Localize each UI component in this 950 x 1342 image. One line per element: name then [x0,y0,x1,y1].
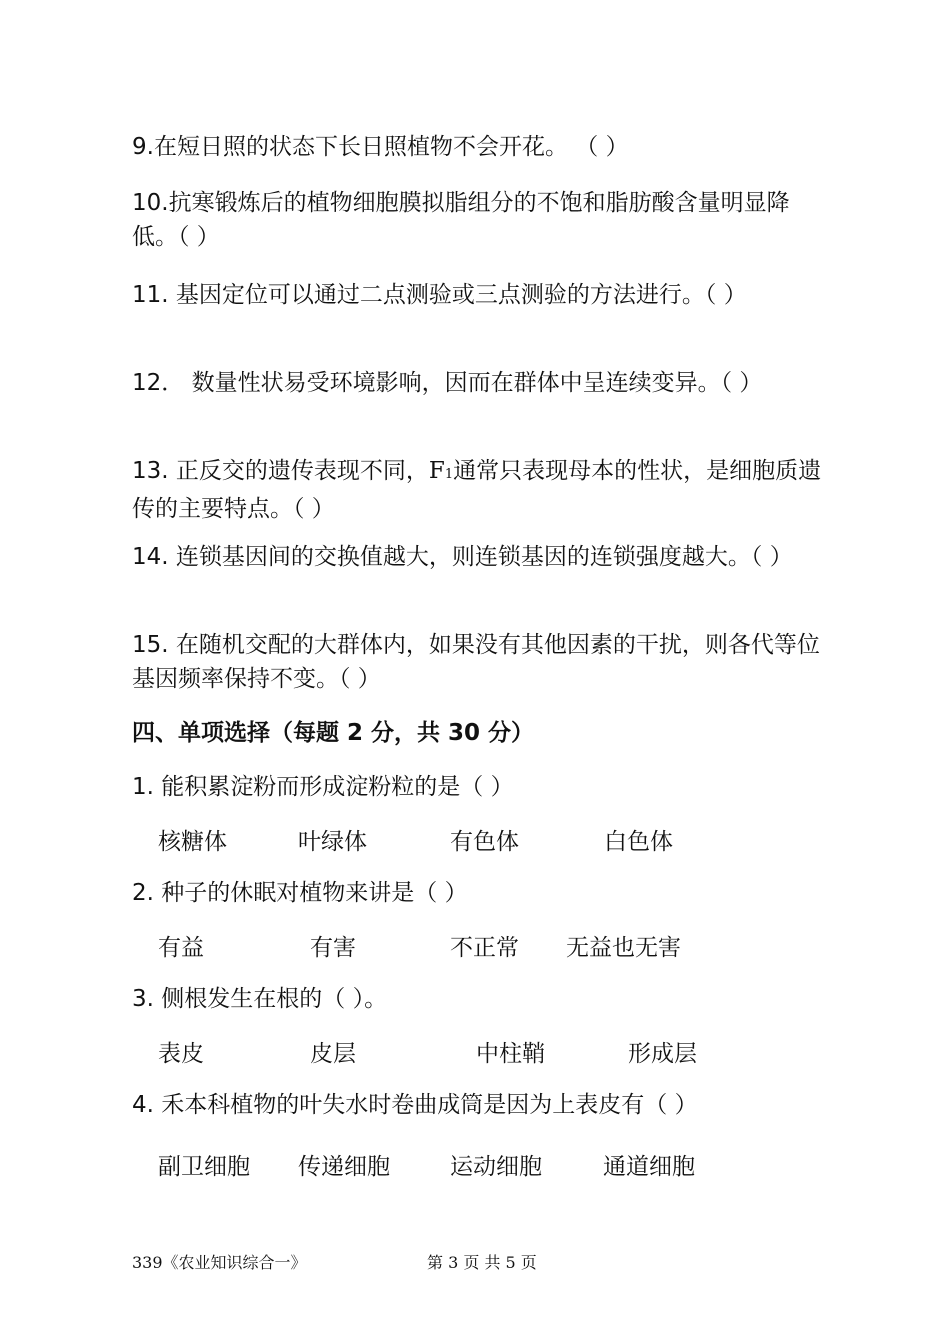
option-a: 表皮 [158,1041,204,1067]
option-c: 中柱鞘 [476,1041,545,1067]
tf-question-13-post: 通常只表现母本的性状，是细胞质遗传的主要特点。（ ） [132,458,822,522]
mc-options-1 [0,825,950,859]
option-d: 形成层 [628,1041,697,1067]
footer-course: 339《农业知识综合一》 [132,1253,307,1272]
tf-question-9: 9.在短日照的状态下长日照植物不会开花。 （ ） [132,134,629,160]
tf-question-13 [132,454,822,526]
tf-question-14: 14. 连锁基因间的交换值越大，则连锁基因的连锁强度越大。（ ） [132,544,793,570]
option-c: 不正常 [450,935,519,961]
option-b: 皮层 [310,1041,356,1067]
tf-question-13-pre: 13. 正反交的遗传表现不同， [132,458,429,484]
option-b: 叶绿体 [298,829,367,855]
option-d: 白色体 [604,829,673,855]
option-b: 有害 [310,935,356,961]
mc-options-2 [0,931,950,965]
mc-options-3 [0,1037,950,1071]
option-b: 传递细胞 [298,1154,390,1180]
option-a: 副卫细胞 [158,1154,250,1180]
tf-question-10: 10.抗寒锻炼后的植物细胞膜拟脂组分的不饱和脂肪酸含量明显降低。（ ） [132,190,790,250]
tf-question-11: 11. 基因定位可以通过二点测验或三点测验的方法进行。（ ） [132,282,747,308]
option-d: 通道细胞 [603,1154,695,1180]
mc-question-1: 1. 能积累淀粉而形成淀粉粒的是（ ） [132,774,514,800]
option-d: 无益也无害 [566,935,681,961]
option-a: 有益 [158,935,204,961]
mc-question-3: 3. 侧根发生在根的（ ）。 [132,986,388,1012]
f1-symbol: F1 [428,458,454,484]
mc-question-4: 4. 禾本科植物的叶失水时卷曲成筒是因为上表皮有（ ） [132,1092,698,1118]
tf-question-15: 15. 在随机交配的大群体内，如果没有其他因素的干扰，则各代等位基因频率保持不变。（ ） [132,632,820,692]
mc-question-2: 2. 种子的休眠对植物来讲是（ ） [132,880,468,906]
option-a: 核糖体 [158,829,227,855]
tf-question-12: 12． 数量性状易受环境影响，因而在群体中呈连续变异。（ ） [132,370,763,396]
section-heading: 四、单项选择（每题 2 分，共 30 分） [132,720,535,746]
footer-page-info: 第 3 页 共 5 页 [427,1253,537,1272]
option-c: 有色体 [450,829,519,855]
mc-options-4 [0,1150,950,1184]
option-c: 运动细胞 [450,1154,542,1180]
